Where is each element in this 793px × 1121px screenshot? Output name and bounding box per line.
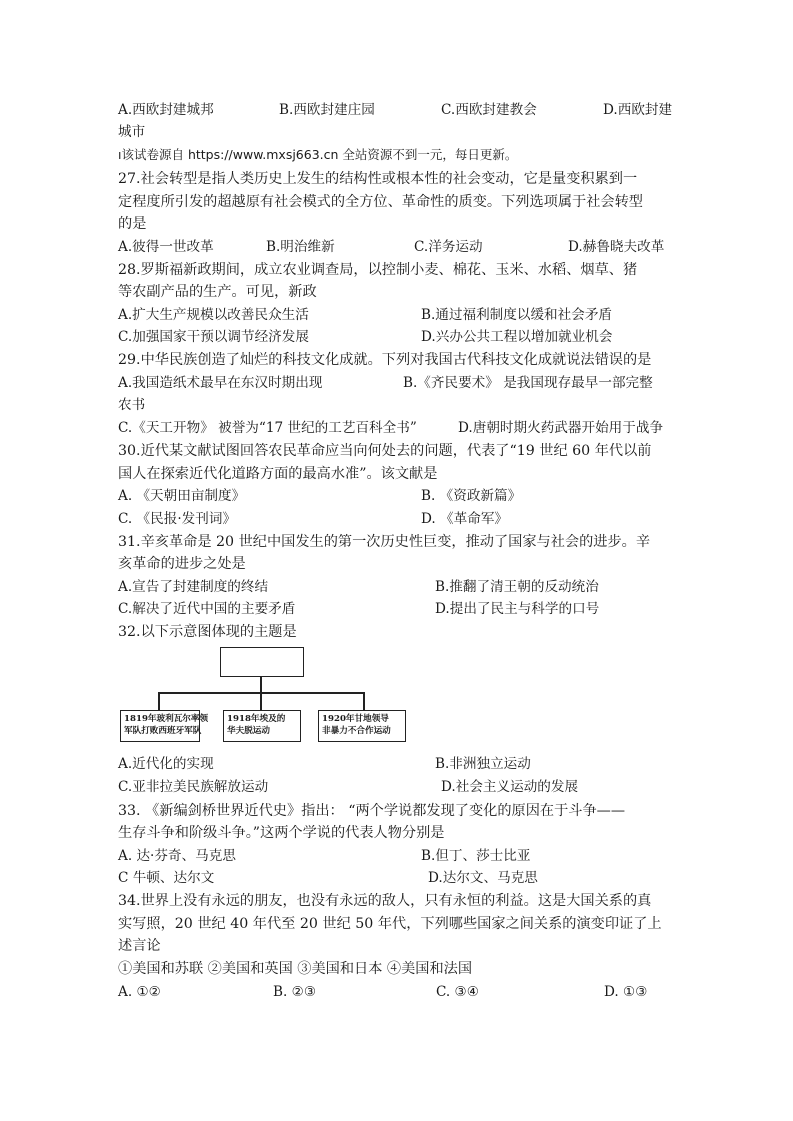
q33-stem-1: 33. 《新编剑桥世界近代史》指出： “两个学说都发现了变化的原因在于斗争—— (118, 803, 626, 819)
q33-stem-2: 生存斗争和阶级斗争。”这两个学说的代表人物分别是 (118, 825, 445, 841)
q33-option-a: A. 达·芬奇、马克思 (118, 848, 236, 864)
q28-option-b: B.通过福利制度以缓和社会矛盾 (421, 307, 613, 323)
q29-option-b-continued: 农书 (118, 397, 146, 413)
theme-diagram (120, 647, 410, 747)
diagram-box-bolivar-line-1: 1819年玻利瓦尔率领 (124, 714, 209, 724)
q31-option-d: D.提出了民主与科学的口号 (435, 601, 600, 617)
q33-option-d: D.达尔文、马克思 (428, 870, 538, 886)
q34-stem-1: 34.世界上没有永远的朋友，也没有永远的敌人，只有永恒的利益。这是大国关系的真 (118, 893, 652, 909)
q27-option-b: B.明治维新 (266, 239, 335, 255)
q31-stem-2: 亥革命的进步之处是 (118, 556, 246, 572)
q29-option-b: B.《齐民要术》 是我国现存最早一部完整 (403, 375, 653, 391)
q34-items: ①美国和苏联 ②美国和英国 ③美国和日本 ④美国和法国 (118, 961, 473, 977)
q26-option-d-continued: 城市 (118, 124, 146, 140)
q29-option-a: A.我国造纸术最早在东汉时期出现 (118, 375, 323, 391)
q34-option-c: C. ③④ (436, 984, 479, 1000)
q31-option-b: B.推翻了清王朝的反动统治 (435, 579, 599, 595)
q32-stem-1: 32.以下示意图体现的主题是 (118, 624, 297, 640)
q32-option-a: A.近代化的实现 (118, 756, 214, 772)
diagram-box-wafd-line-1: 1918年埃及的 (227, 714, 286, 724)
q32-option-b: B.非洲独立运动 (435, 756, 531, 772)
diagram-drop-line-2 (260, 692, 262, 711)
q28-stem-1: 28.罗斯福新政期间，成立农业调查局，以控制小麦、棉花、玉米、水稻、烟草、猪 (118, 262, 638, 278)
diagram-drop-line-3 (363, 692, 365, 711)
q28-option-a: A.扩大生产规模以改善民众生活 (118, 307, 309, 323)
diagram-box-gandhi-line-1: 1920年甘地领导 (322, 714, 389, 724)
q30-option-c: C. 《民报·发刊词》 (118, 511, 237, 527)
q33-option-c: C 牛顿、达尔文 (118, 870, 215, 886)
q34-option-d: D. ①③ (604, 984, 648, 1000)
q30-stem-2: 国人在探索近代化道路方面的最高水准”。该文献是 (118, 466, 438, 482)
q27-option-a: A.彼得一世改革 (118, 239, 214, 255)
diagram-box-wafd-line-2: 华夫脱运动 (227, 726, 270, 736)
q31-option-a: A.宣告了封建制度的终结 (118, 579, 269, 595)
diagram-box-bolivar (120, 710, 209, 742)
q27-stem-3: 的是 (118, 216, 147, 232)
diagram-blank-box (220, 647, 304, 677)
q27-option-d: D.赫鲁晓夫改革 (568, 239, 665, 255)
diagram-stem-line (260, 677, 262, 693)
source-note: ı该试卷源自 https://www.mxsj663.cn 全站资源不到一元，每日更新。 (118, 147, 518, 162)
q30-option-d: D. 《革命军》 (421, 511, 509, 527)
q34-option-a: A. ①② (118, 984, 161, 1000)
q26-option-a: A.西欧封建城邦 (118, 102, 214, 118)
q29-stem-1: 29.中华民族创造了灿烂的科技文化成就。下列对我国古代科技文化成就说法错误的是 (118, 352, 652, 368)
q27-stem-1: 27.社会转型是指人类历史上发生的结构性或根本性的社会变动，它是量变积累到一 (118, 171, 638, 187)
diagram-box-bolivar-line-2: 军队打败西班牙军队 (124, 726, 202, 736)
q30-stem-1: 30.近代某文献试图回答农民革命应当向何处去的问题，代表了“19 世纪 60 年代以前 (118, 443, 652, 459)
q28-stem-2: 等农副产品的生产。可见，新政 (118, 284, 317, 300)
q26-option-d: D.西欧封建 (603, 102, 673, 118)
diagram-drop-line-1 (158, 692, 160, 711)
q27-stem-2: 定程度所引发的超越原有社会模式的全方位、革命性的质变。下列选项属于社会转型 (118, 194, 643, 210)
q33-option-b: B.但丁、莎士比亚 (421, 848, 531, 864)
q32-option-d: D.社会主义运动的发展 (441, 779, 579, 795)
diagram-box-wafd (223, 710, 301, 742)
q31-option-c: C.解决了近代中国的主要矛盾 (118, 601, 296, 617)
q31-stem-1: 31.辛亥革命是 20 世纪中国发生的第一次历史性巨变，推动了国家与社会的进步。辛 (118, 534, 651, 550)
diagram-box-gandhi-line-2: 非暴力不合作运动 (322, 726, 391, 736)
q34-option-b: B. ②③ (273, 984, 317, 1000)
q29-option-d: D.唐朝时期火药武器开始用于战争 (458, 420, 664, 436)
q28-option-d: D.兴办公共工程以增加就业机会 (421, 329, 613, 345)
q30-option-a: A. 《天朝田亩制度》 (118, 488, 246, 504)
q26-option-b: B.西欧封建庄园 (279, 102, 375, 118)
q29-option-c: C.《天工开物》 被誉为“17 世纪的工艺百科全书” (118, 420, 417, 436)
q28-option-c: C.加强国家干预以调节经济发展 (118, 329, 309, 345)
q27-option-c: C.洋务运动 (414, 239, 483, 255)
diagram-box-gandhi (318, 710, 406, 742)
q34-stem-3: 述言论 (118, 938, 161, 954)
q32-option-c: C.亚非拉美民族解放运动 (118, 779, 269, 795)
q30-option-b: B. 《资政新篇》 (421, 488, 522, 504)
q26-option-c: C.西欧封建教会 (441, 102, 537, 118)
q34-stem-2: 实写照，20 世纪 40 年代至 20 世纪 50 年代，下列哪些国家之间关系的演变印证了上 (118, 916, 662, 932)
